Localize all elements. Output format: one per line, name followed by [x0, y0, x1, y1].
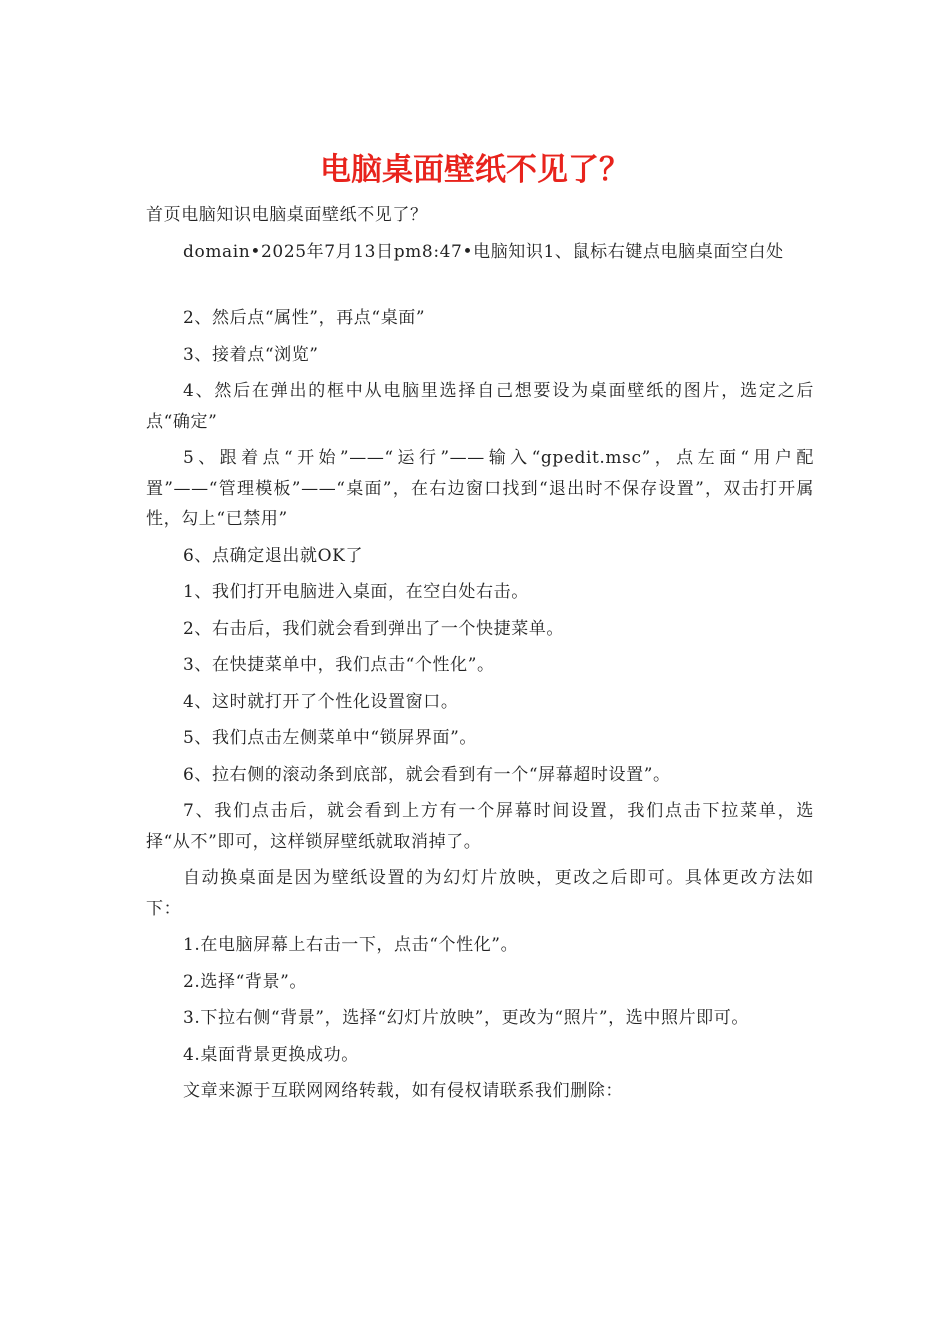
paragraph: 3.下拉右侧“背景”，选择“幻灯片放映”，更改为“照片”，选中照片即可。	[183, 1008, 749, 1028]
page-title: 电脑桌面壁纸不见了？	[320, 152, 630, 188]
paragraph: 1、我们打开电脑进入桌面，在空白处右击。	[183, 582, 529, 602]
paragraph: 1.在电脑屏幕上右击一下，点击“个性化”。	[183, 935, 519, 955]
paragraph: 5、跟着点“开始”——“运行”——输入“gpedit.msc”，点左面“用户配置”——“管理模板”——“桌面”，在右边窗口找到“退出时不保存设置”，双击打开属性，勾上“已禁用”	[146, 448, 814, 529]
article-body	[146, 200, 814, 1113]
paragraph: 7、我们点击后，就会看到上方有一个屏幕时间设置，我们点击下拉菜单，选择“从不”即可，这样锁屏壁纸就取消掉了。	[146, 801, 814, 852]
paragraph: 3、在快捷菜单中，我们点击“个性化”。	[183, 655, 495, 675]
breadcrumb: 首页电脑知识电脑桌面壁纸不见了？	[146, 205, 428, 225]
meta-line: domain•2025年7月13日pm8:47•电脑知识1、鼠标右键点电脑桌面空白处	[183, 241, 784, 262]
paragraph: 2.选择“背景”。	[183, 971, 308, 992]
paragraph: 2、然后点“属性”，再点“桌面”	[183, 308, 426, 328]
paragraph: 4.桌面背景更换成功。	[183, 1044, 359, 1065]
paragraph: 4、这时就打开了个性化设置窗口。	[183, 691, 459, 712]
paragraph: 6、点确定退出就OK了	[183, 545, 364, 566]
paragraph: 2、右击后，我们就会看到弹出了一个快捷菜单。	[183, 618, 565, 639]
paragraph: 自动换桌面是因为壁纸设置的为幻灯片放映，更改之后即可。具体更改方法如下：	[146, 868, 814, 919]
paragraph: 4、然后在弹出的框中从电脑里选择自己想要设为桌面壁纸的图片，选定之后点“确定”	[146, 381, 814, 432]
paragraph: 6、拉右侧的滚动条到底部，就会看到有一个“屏幕超时设置”。	[183, 764, 671, 785]
paragraph: 3、接着点“浏览”	[183, 344, 319, 365]
source-note: 文章来源于互联网网络转载，如有侵权请联系我们删除：	[183, 1081, 623, 1101]
paragraph: 5、我们点击左侧菜单中“锁屏界面”。	[183, 728, 477, 748]
